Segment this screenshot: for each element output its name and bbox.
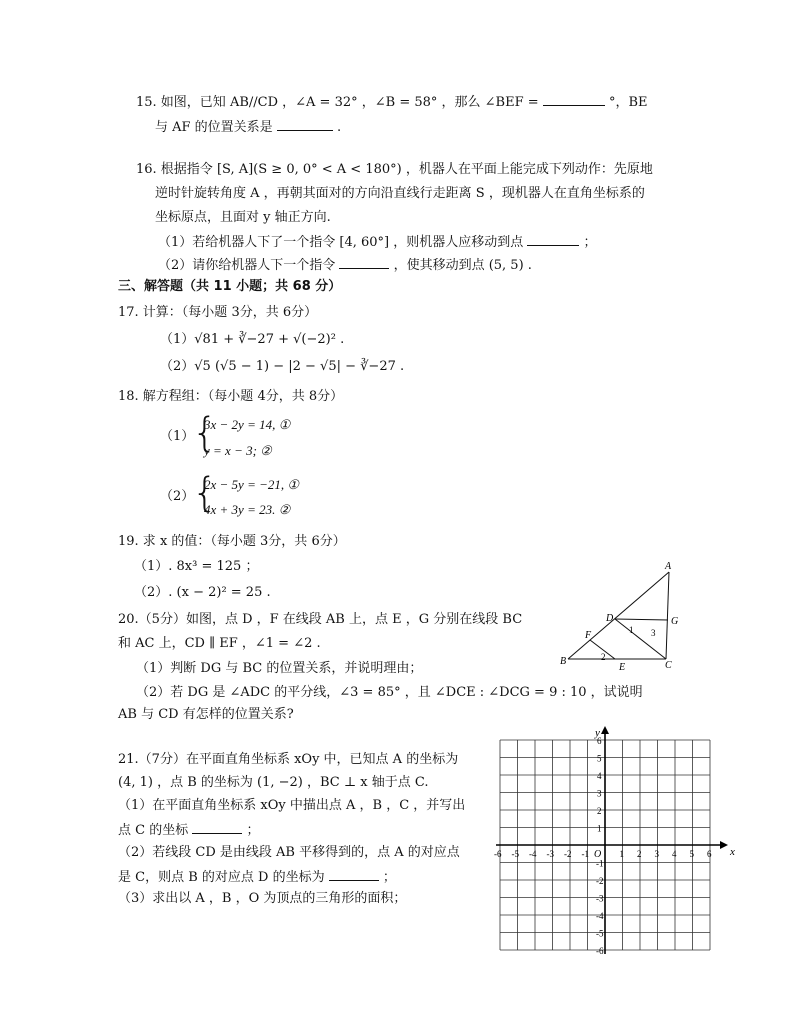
y-tick-label: 3 [597,788,602,799]
origin-label: O [594,849,602,860]
q18-sys2-eq2: 4x + 3y = 23. ② [204,502,291,517]
q16-sub1: （1）若给机器人下了一个指令 [4, 60°] ，则机器人应移动到点 ； [158,235,597,250]
q16-line3: 坐标原点，且面对 y 轴正方向. [155,210,331,225]
x-axis-label: x [730,846,735,858]
q16-sub2: （2）请你给机器人下一个指令 ，使其移动到点 (5, 5) . [158,258,532,273]
q18-sys1-eq2: y = x − 3; ② [204,443,272,458]
y-tick-label: -4 [596,911,604,921]
y-tick-label: -2 [596,876,604,886]
q16-line1: 16. 根据指令 [S, A](S ≥ 0, 0° < A < 180°) ，机器人在平面上能完成下列动作：先原地 [136,162,653,177]
q20-label-F: F [585,630,592,641]
q21-sub1: （1）在平面直角坐标系 xOy 中描出点 A ，B ，C ，并写出 [118,798,466,813]
x-tick-label: 4 [672,849,677,859]
q19-title: 19. 求 x 的值：（每小题 3分，共 6分） [118,534,346,549]
q18-sys1-label: （1） [160,429,195,444]
q21-blank-d[interactable] [329,868,379,881]
q18-sys2-label: （2） [160,489,195,504]
q16-blank-command[interactable] [339,256,389,269]
q20-triangle-figure [555,558,695,673]
section-heading: 三、解答题（共 11 小题；共 68 分） [118,279,342,294]
q18-sys1-eq1: 3x − 2y = 14, ① [204,417,291,432]
q19-sub1: （1）. 8x³ = 125 ； [134,559,259,574]
q20-line1: 20.（5分）如图，点 D ，F 在线段 AB 上，点 E ，G 分别在线段 BC [118,612,523,627]
q20-line2: 和 AC 上，CD ∥ EF ，∠1 = ∠2 . [118,636,321,651]
y-tick-label: -1 [596,858,604,869]
x-tick-label: 6 [707,849,712,859]
y-tick-label: 1 [597,823,602,834]
q21-line2: (4, 1) ，点 B 的坐标为 (1, −2) ，BC ⊥ x 轴于点 C. [118,775,429,790]
x-tick-label: 1 [619,849,624,859]
x-axis-arrow [720,841,728,849]
y-tick-label: 2 [597,806,602,816]
q20-sub1: （1）判断 DG 与 BC 的位置关系，并说明理由； [136,661,423,676]
q17-sub1: （1）√81 + ∛−27 + √(−2)² . [160,332,345,347]
q21-sub3: （3）求出以 A ，B ，O 为顶点的三角形的面积； [118,891,407,906]
y-axis-arrow [601,726,609,734]
q18-brace-1: { [192,410,218,456]
q20-sub2b: AB 与 CD 有怎样的位置关系? [118,707,294,722]
q20-label-D: D [606,613,614,624]
q21-line1: 21.（7分）在平面直角坐标系 xOy 中，已知点 A 的坐标为 [118,752,459,767]
q21-sub2b: 是 C，则点 B 的对应点 D 的坐标为 ； [118,870,396,885]
q19-sub2: （2）. (x − 2)² = 25 . [134,585,271,600]
q20-label-E: E [619,662,626,673]
q20-label-A: A [665,561,672,572]
q16-line2: 逆时针旋转角度 A ，再朝其面对的方向沿直线行走距离 S ，现机器人在直角坐标系的 [155,186,645,201]
x-tick-label: 5 [689,849,694,859]
q20-label-1: 1 [629,625,634,635]
y-tick-label: -5 [596,928,604,939]
x-tick-label: -6 [494,849,502,859]
x-tick-label: -4 [529,849,537,859]
x-tick-label: -5 [511,849,519,859]
q15-blank-angle[interactable] [543,93,605,106]
q15-line2: 与 AF 的位置关系是 . [155,120,342,135]
q18-title: 18. 解方程组：（每小题 4分，共 8分） [118,389,344,404]
y-tick-label: -6 [596,946,604,956]
x-tick-label: -3 [546,849,554,859]
q21-sub2: （2）若线段 CD 是由线段 AB 平移得到的，点 A 的对应点 [118,845,460,860]
q21-sub1b: 点 C 的坐标 ； [118,823,260,838]
q18-brace-2: { [192,470,218,516]
q20-label-C: C [665,660,672,671]
x-tick-label: 2 [637,849,642,859]
q21-blank-c[interactable] [192,821,242,834]
q17-title: 17. 计算：（每小题 3分，共 6分） [118,305,318,320]
q20-label-2: 2 [601,652,606,662]
y-tick-label: 5 [597,753,602,764]
y-tick-label: 4 [597,771,602,781]
x-tick-label: -2 [564,849,572,859]
q17-sub2: （2）√5 (√5 − 1) − |2 − √5| − ∛−27 . [160,359,405,374]
q20-label-G: G [671,616,679,627]
x-tick-label: -1 [581,849,589,859]
q20-sub2: （2）若 DG 是 ∠ADC 的平分线，∠3 = 85° ，且 ∠DCE : ∠DCG = 9 : 10 ，试说明 [136,685,643,700]
q16-blank-point[interactable] [527,233,579,246]
q20-label-B: B [560,656,567,667]
y-axis-label: y [595,727,600,739]
q18-sys2-eq1: 2x − 5y = −21, ① [204,477,300,492]
y-tick-label: 6 [597,736,602,746]
q20-label-3: 3 [651,628,656,638]
y-tick-label: -3 [596,893,604,904]
q15-blank-relation[interactable] [277,118,333,131]
q21-coordinate-grid [490,724,735,956]
q15-line1: 15. 如图，已知 AB//CD ，∠A = 32° ，∠B = 58° ，那么 ∠BEF = °，BE [136,95,648,110]
x-tick-label: 3 [654,849,659,859]
